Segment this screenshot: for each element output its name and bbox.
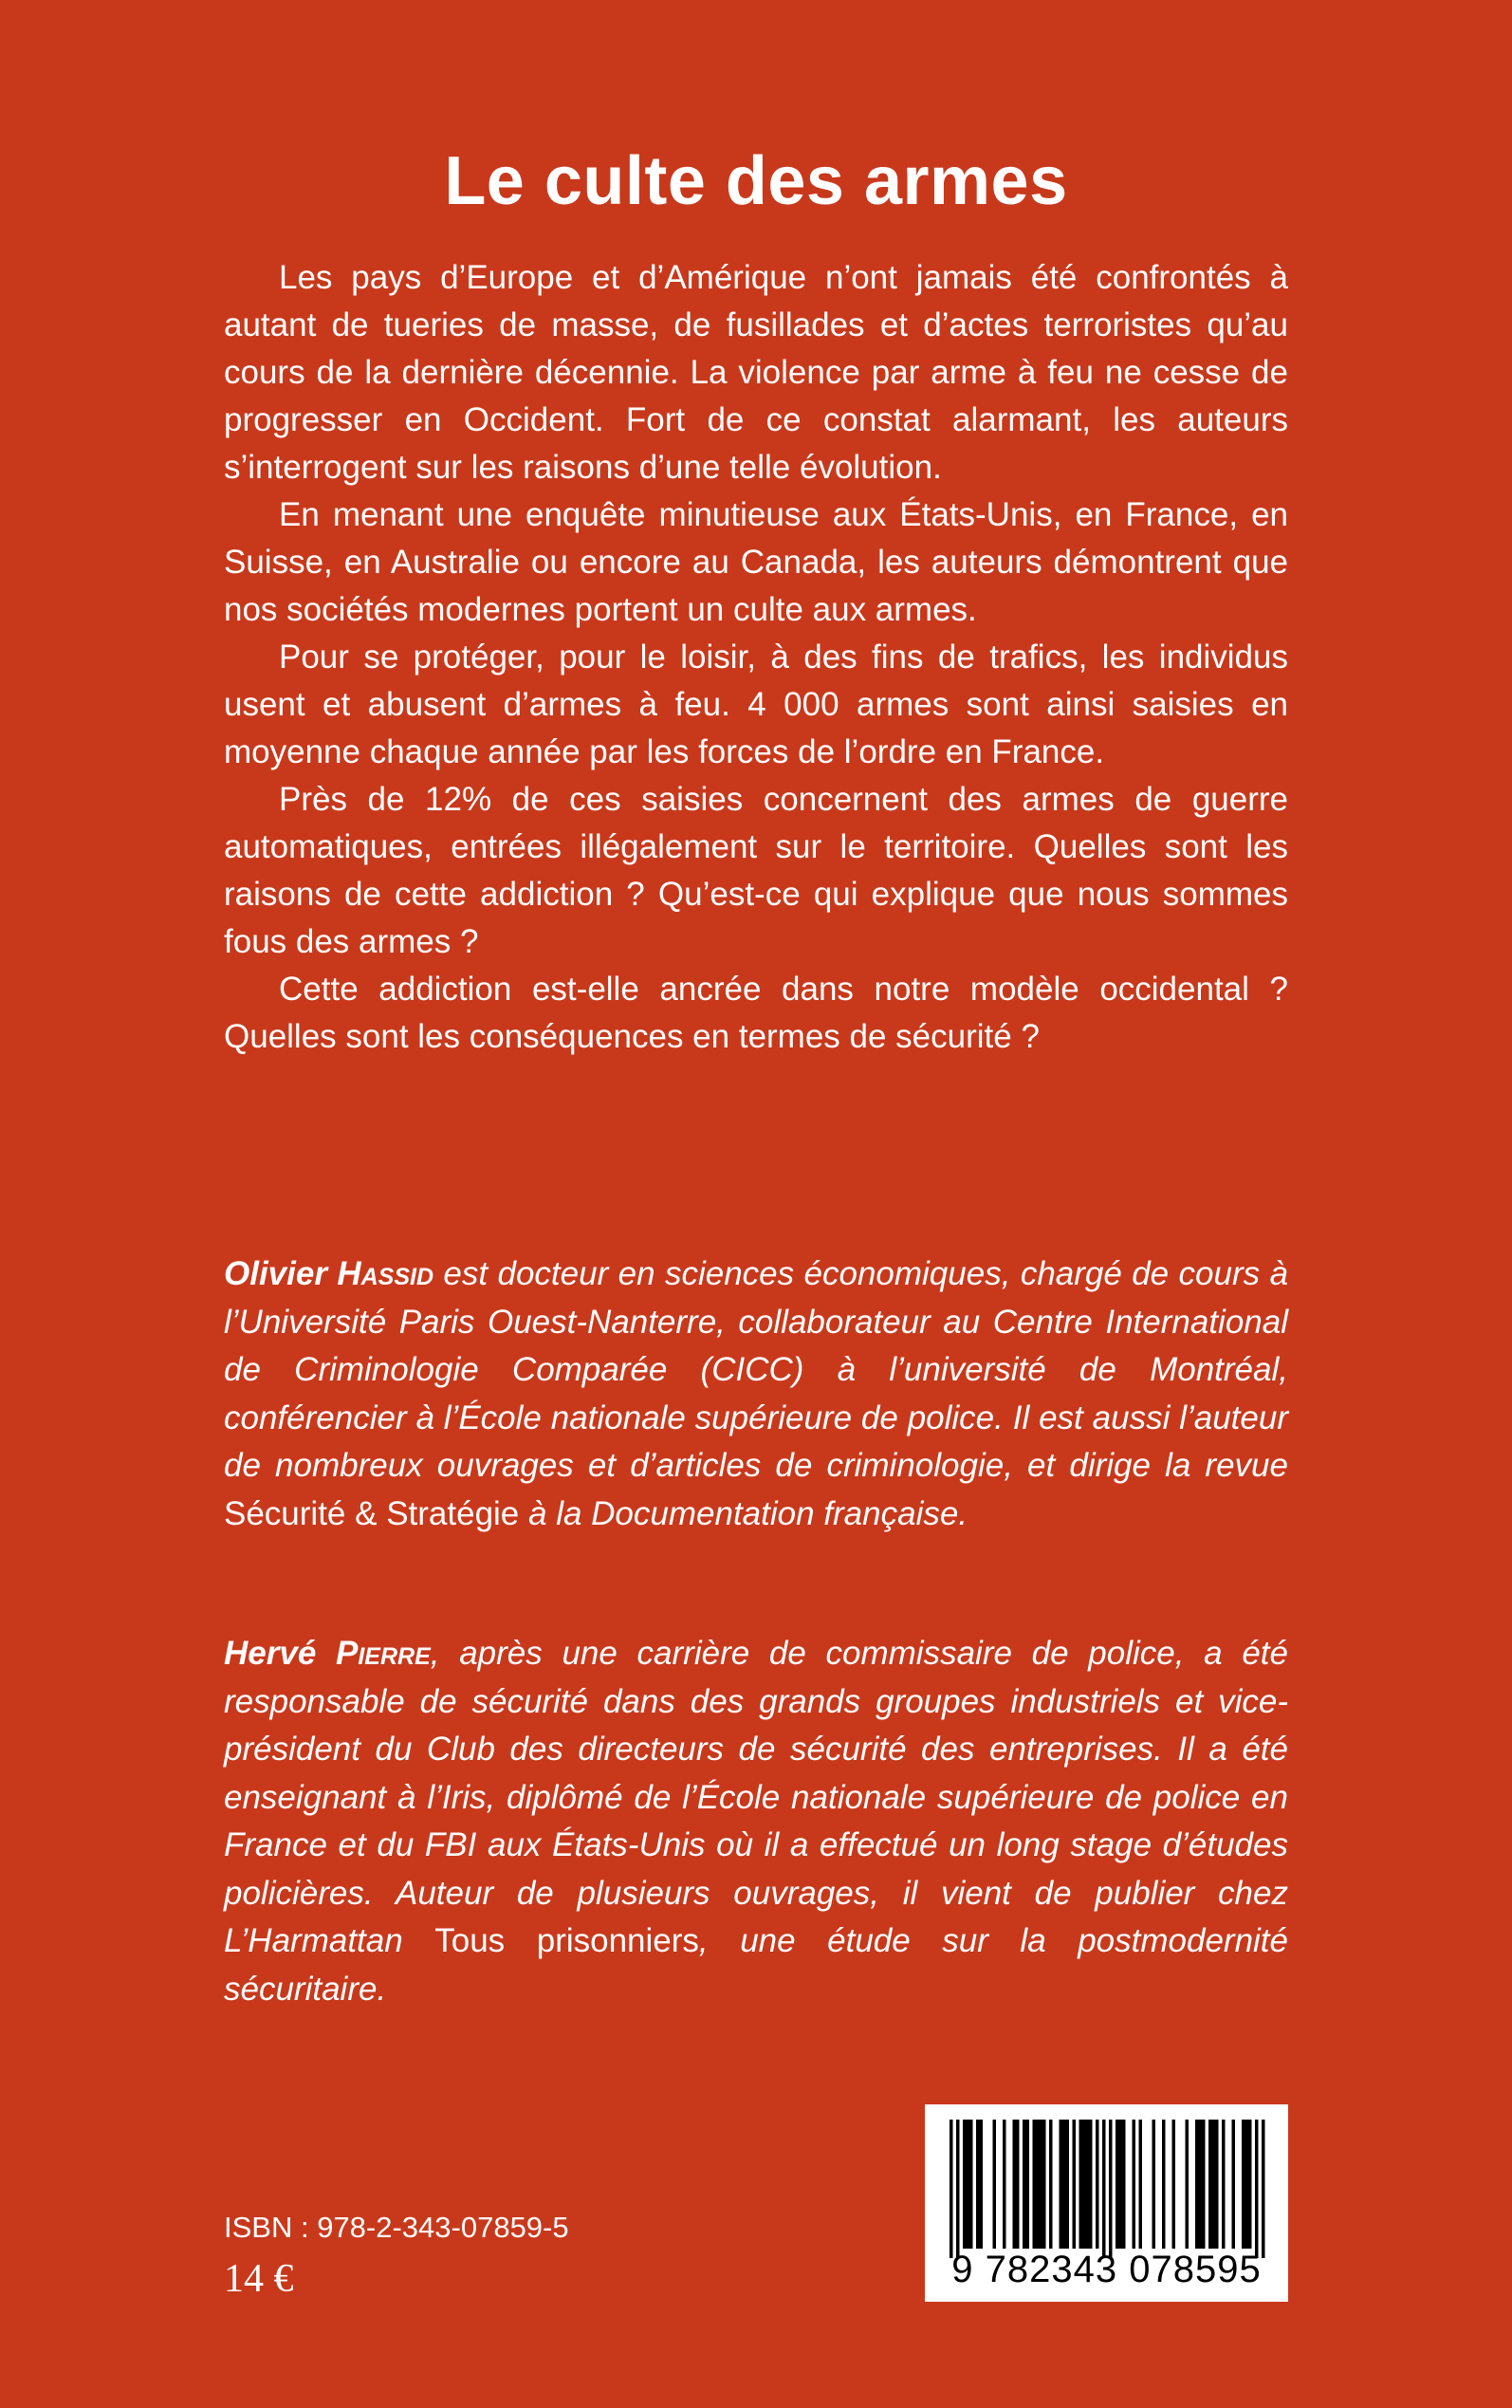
blurb-paragraph: En menant une enquête minutieuse aux États-Unis, en France, en Suisse, en Australie ou encore au Canada, les auteurs démontrent que nos sociétés modernes portent un culte aux armes.	[224, 496, 1288, 628]
barcode-bar	[1262, 2120, 1265, 2258]
book-title: Le culte des armes	[444, 143, 1068, 219]
barcode-bar	[1003, 2120, 1006, 2249]
blurb-paragraph: Cette addiction est-elle ancrée dans notre modèle occidental ? Quelles sont les conséquences en termes de sécurité ?	[224, 971, 1288, 1055]
barcode-bar	[1122, 2120, 1126, 2249]
author-bio-text: est docteur en sciences économiques, chargé de cours à l’Université Paris Ouest-Nanterre, collaborateur au Centre International de Criminologie Comparée (CICC) à l’université de Montréal, conférencier à l’École nationale supérieure de police. Il est aussi l’auteur de nombreux ouvrages et d’articles de criminologie, et dirige la revue	[224, 1255, 1288, 1484]
barcode-bar	[1082, 2120, 1086, 2249]
barcode-bar	[1245, 2120, 1249, 2249]
barcode-bar	[1232, 2120, 1236, 2249]
barcode-bar	[1089, 2120, 1093, 2249]
author-last-name: Pierre	[336, 1635, 431, 1672]
barcode-bar	[1119, 2120, 1123, 2249]
barcode-bar	[1060, 2120, 1063, 2249]
barcode-bar	[950, 2120, 953, 2258]
barcode-bar	[980, 2120, 984, 2249]
barcode-bar	[1222, 2120, 1226, 2249]
author-bio-text: , une étude sur la postmodernité sécuritaire.	[224, 1922, 1288, 2008]
barcode-bar	[1066, 2120, 1070, 2249]
barcode-bar	[1016, 2120, 1020, 2249]
barcode-bar	[1186, 2120, 1189, 2249]
barcode-bar	[1109, 2120, 1113, 2258]
barcode-bar	[1199, 2120, 1203, 2249]
author-last-name: Hassid	[337, 1255, 434, 1292]
blurb-paragraph: Pour se protéger, pour le loisir, à des fins de trafics, les individus usent et abusent d’armes à feu. 4 000 armes sont ainsi saisies en moyenne chaque année par les forces de l’ordre en France.	[224, 639, 1288, 770]
blurb-paragraph: Près de 12% de ces saisies concernent des armes de guerre automatiques, entrées illégalement sur le territoire. Quelles sont les raisons de cette addiction ? Qu’est-ce qui explique que nous sommes fous des armes ?	[224, 781, 1288, 960]
author-bio-pierre	[224, 1630, 1288, 2013]
barcode-bar	[1212, 2120, 1216, 2249]
author-bio-hassid	[224, 1250, 1288, 1538]
book-reference-title: Tous prisonniers	[434, 1922, 699, 1959]
barcode-bar	[993, 2120, 997, 2249]
barcode-bar	[1102, 2120, 1106, 2258]
barcode-bar	[1023, 2120, 1026, 2249]
barcode-bar	[1133, 2120, 1136, 2249]
barcode-bar	[1202, 2120, 1206, 2249]
barcode-bar	[1162, 2120, 1166, 2249]
barcode-bar	[1116, 2120, 1119, 2249]
barcode-bar	[967, 2120, 970, 2249]
barcode-bar	[1013, 2120, 1017, 2249]
price-label: 14 €	[224, 2257, 294, 2301]
barcode-bar	[969, 2120, 973, 2249]
barcode-bar	[1208, 2120, 1212, 2249]
barcode	[925, 2104, 1288, 2302]
barcode-bar	[1195, 2120, 1199, 2249]
barcode-bar	[1042, 2120, 1046, 2249]
barcode-bar	[1215, 2120, 1219, 2249]
barcode-bar	[1096, 2120, 1099, 2249]
barcode-bar	[1049, 2120, 1053, 2249]
back-cover-blurb	[224, 254, 1288, 1061]
barcode-bar	[963, 2120, 967, 2249]
isbn-label: ISBN : 978-2-343-07859-5	[224, 2211, 569, 2244]
barcode-bar	[956, 2120, 960, 2258]
author-bio-text: à la Documentation française.	[519, 1494, 968, 1532]
barcode-bar	[1040, 2120, 1043, 2249]
barcode-bar	[1255, 2120, 1259, 2258]
barcode-bar	[1139, 2120, 1143, 2249]
barcode-bar	[1242, 2120, 1245, 2249]
barcode-bar	[1086, 2120, 1090, 2249]
journal-title: Sécurité & Stratégie	[224, 1494, 520, 1532]
author-bio-text: , après une carrière de commissaire de police, a été responsable de sécurité dans des grands groupes industriels et vice-président du Club des directeurs de sécurité des entreprises. Il a été enseignant à l’Iris, diplômé de l’École nationale supérieure de police en France et du FBI aux États-Unis où il a effectué un long stage d’études policières. Auteur de plusieurs ouvrages, il vient de publier chez L’Harmattan	[224, 1635, 1288, 1959]
author-first-name: Hervé	[224, 1635, 317, 1672]
barcode-bar	[1033, 2120, 1037, 2249]
barcode-bar	[1079, 2120, 1083, 2249]
barcode-bar	[1248, 2120, 1252, 2249]
barcode-bar	[1026, 2120, 1030, 2249]
barcode-digits: 9 782343 078595	[951, 2249, 1262, 2290]
blurb-paragraph: Les pays d’Europe et d’Amérique n’ont jamais été confrontés à autant de tueries de masse, de fusillades et d’actes terroristes qu’au cours de la dernière décennie. La violence par arme à feu ne cesse de progresser en Occident. Fort de ce constat alarmant, les auteurs s’interrogent sur les raisons d’une telle évolution.	[224, 259, 1288, 486]
barcode-bar	[1036, 2120, 1040, 2249]
author-first-name: Olivier	[224, 1255, 327, 1292]
barcode-bar	[976, 2120, 980, 2249]
barcode-bar	[1062, 2120, 1066, 2249]
barcode-bar	[1073, 2120, 1077, 2249]
barcode-bar	[1152, 2120, 1156, 2249]
barcode-bar	[1172, 2120, 1176, 2249]
